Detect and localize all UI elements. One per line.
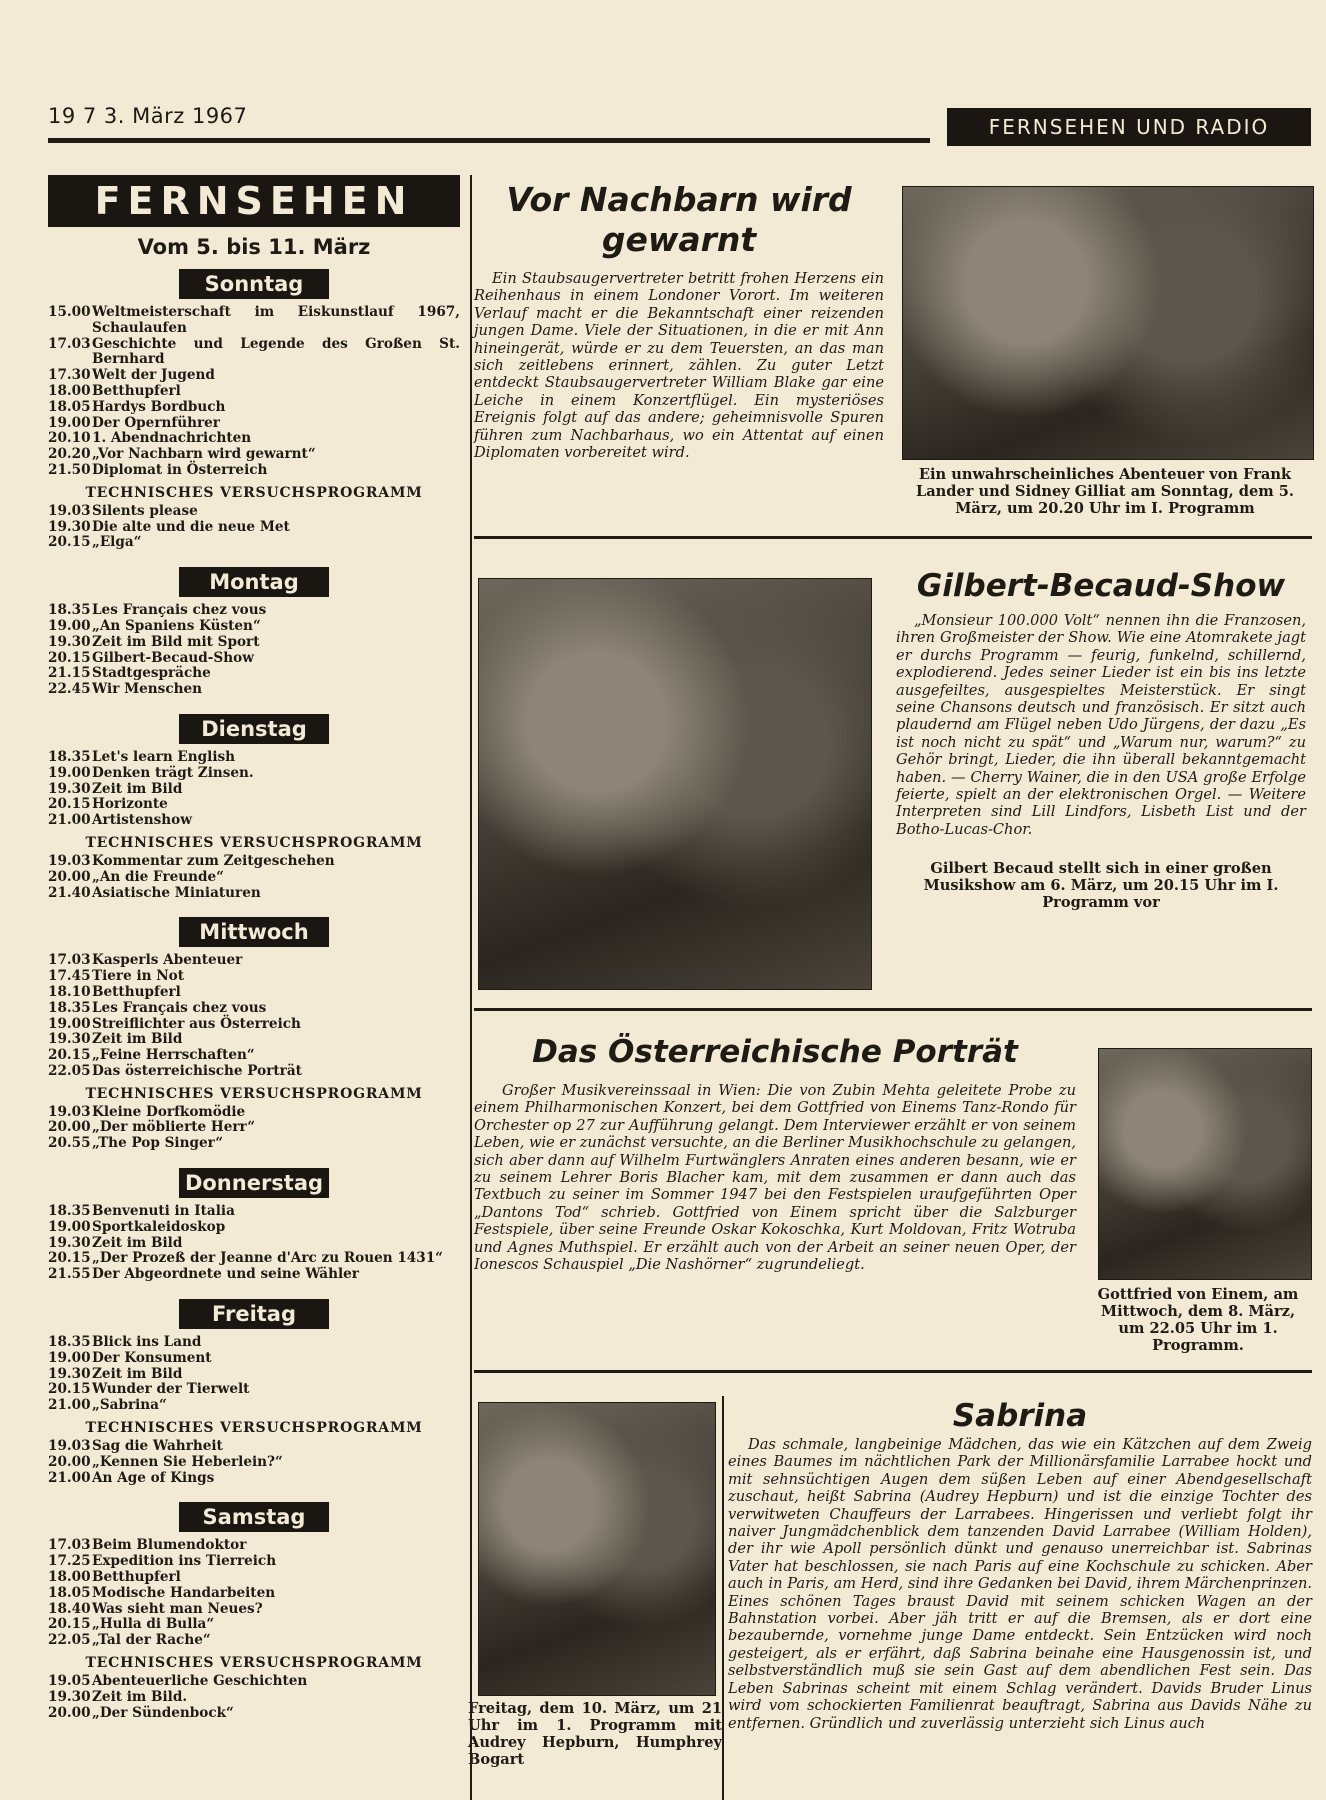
program-time: 18.10 — [48, 983, 91, 1000]
program-time: 19.03 — [48, 502, 91, 519]
program-title: Wir Menschen — [92, 681, 203, 698]
day-header-freitag: Freitag — [179, 1299, 329, 1329]
program-title: „Der Sündenbock“ — [92, 1704, 234, 1721]
program-row — [48, 1382, 460, 1398]
listing-date-range: Vom 5. bis 11. März — [137, 235, 371, 259]
spacer — [48, 1721, 460, 1731]
program-row — [48, 1690, 460, 1706]
program-title: „Sabrina“ — [92, 1397, 167, 1414]
program-time: 21.40 — [48, 884, 91, 901]
article-headline: Das Österreichische Porträt — [532, 1034, 1018, 1070]
program-time: 20.00 — [48, 1119, 91, 1136]
program-row — [48, 337, 460, 369]
program-title: Welt der Jugend — [92, 367, 215, 384]
program-row — [48, 1001, 460, 1017]
article-headline: Sabrina — [952, 1398, 1088, 1434]
program-time: 17.03 — [48, 335, 91, 352]
program-time: 20.15 — [48, 534, 91, 551]
program-row — [48, 400, 460, 416]
program-row — [48, 1602, 460, 1618]
program-title: Das österreichische Porträt — [92, 1062, 302, 1079]
tvp-header: TECHNISCHES VERSUCHSPROGRAMM — [85, 834, 423, 851]
program-time: 20.15 — [48, 796, 91, 813]
program-title: „An die Freunde“ — [92, 868, 224, 885]
program-row — [48, 1398, 460, 1414]
program-row — [48, 666, 460, 682]
program-title: Zeit im Bild mit Sport — [92, 633, 260, 650]
program-title: Silents please — [92, 502, 198, 519]
program-time: 20.00 — [48, 868, 91, 885]
program-row — [48, 416, 460, 432]
article-body: Das schmale, langbeinige Mädchen, das wie ein Kätzchen auf dem Zweig eines Baumes im nächtlichen Park der Millionärsfamilie Larrabee hockt und mit sehnsüchtigen Augen dem süßen Leben auf einer Abendgesellschaft zuschaut, heißt Sabrina (Audrey Hepburn) und ist die einzige Tochter des verwitweten Chauffeurs der Larrabees. Hingerissen und verliebt folgt ihr naiver Jungmädchenblick dem tanzenden David Larrabee (William Holden), der ihr wie Apoll persönlich dünkt und genauso unerreichbar ist. Sabrinas Vater hat beschlossen, sie nach Paris auf eine Kochschule zu schicken. Aber auch in Paris, am Herd, sind ihre Gedanken bei David, ihrem Märchenprinzen. Eines schönen Tages braust David mit seinem schicken Wagen an der Bahnstation vorbei. Aber jäh tritt er auf die Bremsen, als er dort eine bezaubernde, vornehme junge Dame entdeckt. Sein Entzücken wird noch gesteigert, als er erfährt, daß Sabrina beinahe eine Hausgenossin ist, und selbstverständlich muß sie sein Gast auf dem abendlichen Fest sein. Das Leben Sabrinas scheint mit einem Schlag verändert. Davids Bruder Linus wird vom schockierten Familienrat beauftragt, Sabrina aus Davids Nähe zu entfernen. Gründlich und zuverlässig unterzieht sich Linus auch — [728, 1436, 1312, 1732]
program-title: Betthupferl — [92, 382, 181, 399]
program-title: Benvenuti in Italia — [92, 1203, 235, 1220]
program-row — [48, 886, 460, 902]
program-time: 18.00 — [48, 382, 91, 399]
program-row — [48, 305, 460, 337]
program-title: Kasperls Abenteuer — [92, 952, 243, 969]
program-title: Zeit im Bild — [92, 780, 183, 797]
program-title: „Elga“ — [92, 534, 142, 551]
program-time: 21.55 — [48, 1266, 91, 1283]
program-time: 19.30 — [48, 1031, 91, 1048]
program-title: Betthupferl — [92, 1569, 181, 1586]
program-title: Tiere in Not — [92, 968, 185, 985]
program-title: „An Spaniens Küsten“ — [92, 617, 261, 634]
program-time: 19.00 — [48, 1015, 91, 1032]
program-time: 18.35 — [48, 1334, 91, 1351]
tvp-header: TECHNISCHES VERSUCHSPROGRAMM — [85, 1085, 423, 1102]
program-time: 17.30 — [48, 367, 91, 384]
program-row — [48, 1439, 460, 1455]
program-row — [48, 447, 460, 463]
tvp-header: TECHNISCHES VERSUCHSPROGRAMM — [85, 1655, 423, 1672]
program-row — [48, 368, 460, 384]
caption-nachbarn: Ein unwahrscheinliches Abenteuer von Frank Lander und Sidney Gilliat am Sonntag, dem 5. März, um 20.20 Uhr im I. Programm — [915, 466, 1295, 517]
section-rule — [474, 1370, 1312, 1373]
program-row — [48, 504, 460, 520]
caption-sabrina: Freitag, dem 10. März, um 21 Uhr im 1. Programm mit Audrey Hepburn, Humphrey Bogart — [468, 1700, 722, 1768]
program-title: Zeit im Bild. — [92, 1688, 188, 1705]
program-time: 18.35 — [48, 999, 91, 1016]
program-row — [48, 1105, 460, 1121]
program-title: Kommentar zum Zeitgeschehen — [92, 852, 335, 869]
program-row — [48, 635, 460, 651]
program-row — [48, 1455, 460, 1471]
listing-title: FERNSEHEN — [48, 175, 460, 227]
program-row — [48, 1706, 460, 1722]
program-row — [48, 797, 460, 813]
program-row — [48, 1032, 460, 1048]
program-title: Hardys Bordbuch — [92, 398, 226, 415]
program-time: 19.05 — [48, 1673, 91, 1690]
program-title: Let's learn English — [92, 748, 236, 765]
program-title: Zeit im Bild — [92, 1365, 183, 1382]
article-body: Großer Musikvereinssaal in Wien: Die von Zubin Mehta geleitete Probe zu einem Philharmonischen Konzert, bei dem Gottfried von Einems Tanz-Rondo für Orchester op 27 zur Aufführung gelangt. Dem Interviewer erzählt er von seinem Leben, wie er zunächst versuchte, an die Berliner Musikhochschule zu gelangen, sich aber dann auf Wilhelm Furtwänglers Anraten eines anderen besann, wie er zu seinem Lehrer Boris Blacher kam, mit dem zusammen er dann auch das Textbuch zu seiner im Sommer 1947 bei den Festspielen uraufgeführten Oper „Dantons Tod“ schrieb. Gottfried von Einem spricht über die Salzburger Festspiele, über seine Freunde Oskar Kokoschka, Kurt Moldovan, Fritz Wotruba und Agnes Muthspiel. Er erzählt auch von der Arbeit an seiner neuen Oper, der Ionescos Schauspiel „Die Nashörner“ zugrundeliegt. — [474, 1082, 1076, 1274]
program-time: 19.00 — [48, 414, 91, 431]
program-title: Abenteuerliche Geschichten — [92, 1673, 308, 1690]
program-row — [48, 854, 460, 870]
program-title: Horizonte — [92, 796, 168, 813]
program-title: Gilbert-Becaud-Show — [92, 649, 254, 666]
program-row — [48, 1538, 460, 1554]
program-title: Zeit im Bild — [92, 1234, 183, 1251]
program-time: 20.15 — [48, 1616, 91, 1633]
program-row — [48, 1554, 460, 1570]
program-title: Expedition ins Tierreich — [92, 1553, 277, 1570]
program-row — [48, 1617, 460, 1633]
article-headline: Gilbert-Becaud-Show — [916, 568, 1286, 604]
program-row — [48, 1335, 460, 1351]
program-row — [48, 969, 460, 985]
program-title: Betthupferl — [92, 983, 181, 1000]
program-title: Der Opernführer — [92, 414, 220, 431]
program-time: 20.55 — [48, 1135, 91, 1152]
program-title: Streiflichter aus Österreich — [92, 1015, 301, 1032]
program-time: 17.25 — [48, 1553, 91, 1570]
program-time: 19.00 — [48, 1218, 91, 1235]
day-header-mittwoch: Mittwoch — [179, 917, 329, 947]
program-row — [48, 1048, 460, 1064]
article-body: „Monsieur 100.000 Volt“ nennen ihn die Franzosen, ihren Großmeister der Show. Wie eine Atomrakete jagt er durchs Programm — feurig, funkelnd, schillernd, explodierend. Jedes seiner Lieder ist ein bis ins letzte ausgefeiltes, ausgespieltes Meisterstück. Er singt seine Chansons deutsch und französisch. Er sitzt auch plaudernd am Flügel neben Udo Jürgens, der dazu „Es ist noch nicht zu spät“ und „Warum nur, warum?“ zu Gehör bringt, Lieder, die ihn überall bekanntgemacht haben. — Cherry Wainer, die in den USA große Erfolge feierte, spielt an der elektronischen Orgel. — Weitere Interpreten sind Lill Lindfors, Lisbeth List und der Botho-Lucas-Chor. — [896, 612, 1306, 838]
program-row — [48, 1351, 460, 1367]
program-row — [48, 1120, 460, 1136]
program-row — [48, 431, 460, 447]
program-time: 20.15 — [48, 1381, 91, 1398]
section-rule — [474, 1008, 1312, 1011]
program-title: Weltmeisterschaft im Eiskunstlauf 1967, Schaulaufen — [92, 304, 460, 336]
tv-listing — [48, 175, 460, 1731]
program-time: 19.00 — [48, 1349, 91, 1366]
section-rule — [474, 536, 1312, 539]
photo-nachbarn — [902, 186, 1314, 460]
program-title: Asiatische Miniaturen — [92, 884, 261, 901]
program-time: 19.30 — [48, 1234, 91, 1251]
program-title: Modische Handarbeiten — [92, 1584, 276, 1601]
program-row — [48, 1017, 460, 1033]
program-time: 18.35 — [48, 1203, 91, 1220]
program-title: Denken trägt Zinsen. — [92, 764, 254, 781]
program-row — [48, 1267, 460, 1283]
program-row — [48, 1136, 460, 1152]
column-divider — [722, 1396, 724, 1800]
program-row — [48, 619, 460, 635]
program-time: 21.00 — [48, 1469, 91, 1486]
program-row — [48, 1367, 460, 1383]
program-title: „Vor Nachbarn wird gewarnt“ — [92, 446, 316, 463]
program-row — [48, 1633, 460, 1649]
day-header-montag: Montag — [179, 567, 329, 597]
program-row — [48, 1570, 460, 1586]
page-date: 19 7 3. März 1967 — [48, 104, 248, 128]
program-time: 21.00 — [48, 812, 91, 829]
program-time: 20.15 — [48, 1250, 91, 1267]
program-time: 22.05 — [48, 1062, 91, 1079]
program-title: Wunder der Tierwelt — [92, 1381, 250, 1398]
program-time: 20.15 — [48, 649, 91, 666]
program-time: 19.30 — [48, 1688, 91, 1705]
program-title: Diplomat in Österreich — [92, 461, 268, 478]
program-time: 19.30 — [48, 633, 91, 650]
caption-becaud: Gilbert Becaud stellt sich in einer großen Musikshow am 6. März, um 20.15 Uhr im I. Programm vor — [923, 860, 1279, 912]
program-time: 18.35 — [48, 602, 91, 619]
program-time: 18.05 — [48, 398, 91, 415]
program-title: An Age of Kings — [92, 1469, 215, 1486]
program-time: 18.05 — [48, 1584, 91, 1601]
program-title: Artistenshow — [92, 812, 192, 829]
program-row — [48, 463, 460, 479]
program-title: Blick ins Land — [92, 1334, 202, 1351]
tvp-header: TECHNISCHES VERSUCHSPROGRAMM — [85, 1420, 423, 1437]
program-row — [48, 651, 460, 667]
header-rule — [48, 138, 930, 143]
program-row — [48, 1251, 460, 1267]
spacer — [48, 698, 460, 708]
program-title: „Der möblierte Herr“ — [92, 1119, 256, 1136]
program-row — [48, 520, 460, 536]
program-row — [48, 750, 460, 766]
column-divider — [470, 175, 472, 1800]
program-row — [48, 1220, 460, 1236]
program-time: 19.30 — [48, 518, 91, 535]
program-title: Zeit im Bild — [92, 1031, 183, 1048]
spacer — [48, 901, 460, 911]
photo-sabrina — [478, 1402, 716, 1696]
program-title: Les Français chez vous — [92, 999, 267, 1016]
day-header-samstag: Samstag — [179, 1502, 329, 1532]
program-row — [48, 985, 460, 1001]
tvp-header: TECHNISCHES VERSUCHSPROGRAMM — [85, 484, 423, 501]
program-time: 21.00 — [48, 1397, 91, 1414]
program-title: Geschichte und Legende des Großen St. Bernhard — [92, 335, 460, 368]
program-row — [48, 1674, 460, 1690]
program-time: 20.10 — [48, 430, 91, 447]
program-title: 1. Abendnachrichten — [92, 430, 252, 447]
program-time: 19.30 — [48, 780, 91, 797]
day-header-sonntag: Sonntag — [179, 269, 329, 299]
day-header-dienstag: Dienstag — [179, 714, 329, 744]
program-title: „Feine Herrschaften“ — [92, 1047, 255, 1064]
program-time: 20.00 — [48, 1453, 91, 1470]
program-time: 18.35 — [48, 748, 91, 765]
spacer — [48, 1152, 460, 1162]
program-row — [48, 682, 460, 698]
article-body: Ein Staubsaugervertreter betritt frohen Herzens ein Reihenhaus in einem Londoner Vorort. Im weiteren Verlauf macht er die Bekanntschaft einer reizenden jungen Dame. Viele der Situationen, in die er mit Ann hineingerät, würde er zu dem Teuersten, an das man sich zeitlebens erinnert, zählen. Zu guter Letzt entdeckt Staubsaugervertreter William Blake gar eine Leiche in einem Konzertflügel. Ein mysteriöses Ereignis folgt auf das andere; geheimnisvolle Spuren führen zum Nachbarhaus, wo ein Attentat auf einen Diplomaten vorbereitet wird. — [474, 270, 884, 462]
article-becaud — [896, 566, 1306, 911]
program-title: Sportkaleidoskop — [92, 1218, 226, 1235]
photo-einem — [1098, 1048, 1312, 1280]
program-time: 22.45 — [48, 681, 91, 698]
program-time: 21.15 — [48, 665, 91, 682]
program-title: Kleine Dorfkomödie — [92, 1103, 246, 1120]
program-title: „Der Prozeß der Jeanne d'Arc zu Rouen 1431“ — [92, 1250, 444, 1267]
program-row — [48, 870, 460, 886]
program-row — [48, 384, 460, 400]
program-row — [48, 1064, 460, 1080]
program-time: 19.03 — [48, 852, 91, 869]
program-row — [48, 782, 460, 798]
program-row — [48, 603, 460, 619]
program-title: „Kennen Sie Heberlein?“ — [92, 1453, 283, 1470]
program-title: Sag die Wahrheit — [92, 1438, 223, 1455]
program-title: „Hulla di Bulla“ — [92, 1616, 215, 1633]
program-title: Der Konsument — [92, 1349, 212, 1366]
program-time: 19.03 — [48, 1438, 91, 1455]
program-time: 17.03 — [48, 1537, 91, 1554]
spacer — [48, 1283, 460, 1293]
spacer — [48, 551, 460, 561]
program-time: 18.00 — [48, 1569, 91, 1586]
program-time: 21.50 — [48, 461, 91, 478]
program-title: Les Français chez vous — [92, 602, 267, 619]
program-time: 17.45 — [48, 968, 91, 985]
program-time: 20.20 — [48, 446, 91, 463]
program-title: „Tal der Rache“ — [92, 1632, 211, 1649]
program-time: 17.03 — [48, 952, 91, 969]
section-banner: FERNSEHEN UND RADIO — [947, 108, 1311, 146]
article-nachbarn — [474, 180, 884, 461]
program-row — [48, 1471, 460, 1487]
program-time: 20.00 — [48, 1704, 91, 1721]
program-time: 19.30 — [48, 1365, 91, 1382]
program-row — [48, 1204, 460, 1220]
day-header-donnerstag: Donnerstag — [179, 1168, 329, 1198]
program-row — [48, 535, 460, 551]
program-row — [48, 953, 460, 969]
program-title: Stadtgespräche — [92, 665, 211, 682]
photo-becaud — [478, 578, 872, 990]
program-title: Was sieht man Neues? — [92, 1600, 263, 1617]
program-title: Der Abgeordnete und seine Wähler — [92, 1266, 359, 1283]
program-title: Die alte und die neue Met — [92, 518, 290, 535]
program-title: Beim Blumendoktor — [92, 1537, 247, 1554]
program-time: 20.15 — [48, 1047, 91, 1064]
program-time: 18.40 — [48, 1600, 91, 1617]
program-time: 19.00 — [48, 764, 91, 781]
caption-einem: Gottfried von Einem, am Mittwoch, dem 8. März, um 22.05 Uhr im 1. Programm. — [1097, 1286, 1299, 1354]
program-time: 19.03 — [48, 1103, 91, 1120]
spacer — [48, 1486, 460, 1496]
program-row — [48, 1586, 460, 1602]
program-row — [48, 1236, 460, 1252]
program-row — [48, 813, 460, 829]
article-headline: Vor Nachbarn wird gewarnt — [506, 180, 852, 259]
program-title: „The Pop Singer“ — [92, 1135, 224, 1152]
program-time: 22.05 — [48, 1632, 91, 1649]
program-time: 15.00 — [48, 304, 91, 320]
article-portraet — [474, 1032, 1076, 1273]
program-time: 19.00 — [48, 617, 91, 634]
program-row — [48, 766, 460, 782]
day-sections — [48, 269, 460, 1731]
article-sabrina — [728, 1396, 1312, 1732]
